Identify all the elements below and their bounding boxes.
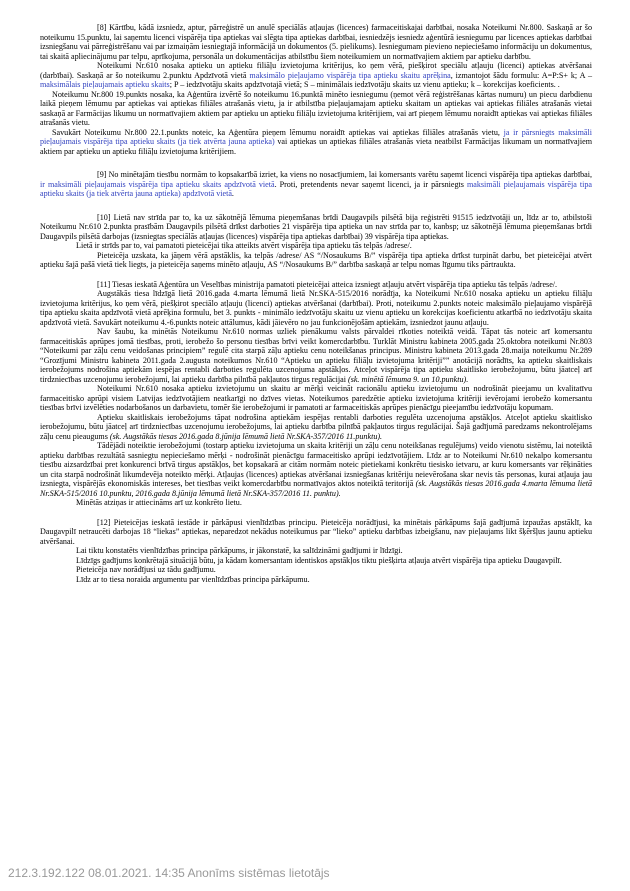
text-run: [10] Lietā nav strīda par to, ka uz sākotnējā lēmuma pieņemšanas brīdi Daugavpils pilsētā bija reģistrēti 91515 iedzīvotāji un, līdz ar to, atbilstoši Noteikumu Nr.610 2.punkta prasībām Daugavpils pilsētā drīkst darboties 21 vispārēja tipa aptieka un nav strīda par to, kanbsp; uz sākotnējā lēmuma pieņemšanas brīdi Daugavpils pilsētā darbojas (izsniegtas speciālās atļaujas (licences) vispārēja tipa aptiekas darbībai) 39 vispārēja tipa aptiekas. [40, 212, 592, 241]
paragraph [40, 518, 592, 547]
text-run: Noteikumi Nr.610 nosaka aptieku izvietojumu un skaitu ar mērķi veicināt racionālu aptieku izvietojumu un nodrošināt pieejamu un kvalitatīvu farmaceitisko aprūpi visiem Latvijas iedzīvotājiem neatkarīgi no dzīves vietas. Noteikumos paredzētie aptieku izvietojuma kritēriji ievērojami ierobežo komersantu tiesības brīvi izvēlēties nodarbošanos un darbavietu, tomēr šie ierobežojumi ir pamatoti ar farmaceitiskās aprūpes pienācīgu pieejamību iedzīvotāju kopumam. [40, 384, 592, 412]
paragraph [40, 61, 592, 90]
paragraph [40, 546, 592, 556]
highlighted-text: ir maksimāli pieļaujamais vispārēja tipa aptieku skaits apdzīvotā vietā [40, 179, 275, 189]
footer-user-info: 212.3.192.122 08.01.2021. 14:35 Anonīms sistēmas lietotājs [8, 866, 330, 880]
text-run: [11] Tiesas ieskatā Aģentūra un Veselības ministrija pamatoti pieteicējai atteica izsniegt atļauju atvērt vispārēja tipa aptieku tās telpās /adrese/. [97, 279, 558, 289]
text-run: Lai tiktu konstatēts vienlīdzības principa pārkāpums, ir jākonstatē, ka salīdzināmi gadījumi ir līdzīgi. [76, 546, 403, 555]
text-run: Noteikumu Nr.800 19.punkts nosaka, ka Aģentūra izvērtē šo noteikumu 16.punktā minēto iesniegumu (ņemot vērā reģistrēšanas kārtas numuru) un piecu darbdienu laikā pieņem lēmumu par aptiekas vai aptiekas filiāles atrašanās vietu, ja ir atbilstība pieļaujamajam aptieku skaitam un aptiekas vai aptiekas filiāles atrašanās vietai saskaņā ar Farmācijas likumu un normatīvajiem aktiem par aptieku un aptieku filiāļu izvietojuma kritērijiem, vai arī pieņem lēmumu noraidīt aptiekas vai aptiekas filiāles atrašanās vietu. [40, 89, 592, 127]
paragraph [40, 565, 592, 575]
paragraph [40, 90, 592, 128]
paragraph [40, 498, 592, 508]
citation-italic: (sk. Augstākās tiesas 2016.gada 4.marta lēmuma lietā Nr.SKA-515/2016 10.punktu, 2016.gada 8.jūnija lēmumā lietā Nr.SKA-357/2016 11. punktu). [40, 479, 592, 498]
text-run: [9] No minētajām tiesību normām to kopsakarībā izriet, ka viens no nosacījumiem, lai komersants varētu saņemt licenci vispārēja tipa aptiekas darbībai, [97, 170, 592, 179]
paragraph [40, 170, 592, 199]
text-run: Nav šaubu, ka minētās Noteikumu Nr.610 normas uzliek pienākumu valsts pārvaldei rīkoties noteiktā veidā. Tāpat tās noteic arī komersantu farmaceitiskās aprūpes jomā tiesības, proti, ierobežo šo personu tiesības brīvi veikt komercdarbību. Turklāt Ministru kabineta 2005.gada 25.oktobra noteikumi Nr.803 “Noteikumi par zāļu cenu veidošanas principiem” regulē cita starpā zāļu aptieku cenu noteikšanas principus. Ministru kabineta 2013.gada 28.maija noteikumu Nr.289 “Grozījumi Ministru kabineta 2011.gada 2.augusta noteikumos Nr.610 “Aptieku un aptieku filiāļu izvietojuma kritēriji”” anotācijā norādīts, ka aptieku skaitliskais ierobežojums nodrošina aptiekām iespējas rentabli darboties regulēta uzcenojuma apstākļos. Atceļot vispārēja tipa aptieku skaitlisko ierobežojumu, būtu jāatceļ arī tirdzniecības uzcenojumu ierobežojumi, lai aptieku darbība pilnībā pakļautos tirgus regulācijai [40, 327, 592, 384]
text-run: , izmantojot šādu formulu: A=P:S+ k; A – [450, 70, 592, 80]
text-run: Lietā ir strīds par to, vai pamatoti pieteicējai tika atteikts atvērt vispārēja tipa aptieku tās telpās /adrese/. [76, 241, 412, 250]
paragraph [40, 575, 592, 585]
paragraph [40, 441, 592, 498]
paragraph [40, 280, 592, 290]
text-run: . [231, 189, 234, 198]
text-run: . Proti, pretendents nevar saņemt licenci, ja ir pārsniegts [274, 179, 467, 189]
text-run: [8] Kārtību, kādā izsniedz, aptur, pārreģistrē un anulē speciālās atļaujas (licences) farmaceitiskajai darbībai, nosaka Noteikumi Nr.800. Saskaņā ar šo noteikumu 15.punktu, lai saņemtu licenci vispārēja tipa aptiekas vai slēgta tipa aptiekas darbībai, iesniedzējs iesniedz aģentūrā iesniegumu par licences aptiekas darbībai izsniegšanu vai pārreģistrēšanu vai par izmaiņām iesniegtajā informācijā un dokumentos (5. pielikums). Iesniegumam pievieno nepieciešamo informāciju un dokumentus, tai skaitā apliecinājumu par telpu, aprīkojuma, personāla un dokumentācijas atbilstību šiem noteikumiem un normatīvajiem aktiem par aptieku darbību. [40, 23, 592, 61]
text-run: Augstākās tiesa līdzīgā lietā 2016.gada 4.marta lēmumā lietā Nr.SKA-515/2016 norādīja, ka Noteikumi Nr.610 nosaka aptieku un aptieku filiāļu izvietojuma kritērijus, ko ņem vērā, piešķirot speciālo atļauju (licenci) aptiekas atvēršanai (darbībai). Proti, noteikumu 2.punkts noteic maksimālo pieļaujamo vispārējā tipa aptieku skaita apdzīvotā vietā aprēķina formulu, bet 3. punkts - minimālo iedzīvotāju skaitu uz vienu aptieku un korekcijas koeficientu atkarībā no iedzīvotāju skaita apdzīvotā vietā. Savukārt noteikumu 4.-6.punkts noteic attālumus, kādi jāievēro no jau funkcionējošām aptiekām, izsniedzot jaunu atļauju. [40, 289, 592, 327]
text-run: Minētās atziņas ir attiecināms arī uz konkrēto lietu. [76, 498, 242, 507]
text-run: Noteikumi Nr.610 nosaka aptieku un aptieku filiāļu izvietojuma kritērijus, ko ņem vērā, piešķirot speciālu atļauju (licenci) aptiekas atvēršanai (darbībai). Saskaņā ar šo noteikumu 2.punktu Apdzīvotā vietā [40, 61, 592, 80]
paragraph [40, 289, 592, 327]
text-run: Līdz ar to tiesa noraida argumentu par vienlīdzības principa pārkāpumu. [76, 574, 310, 584]
text-run: Tādējādi noteiktie ierobežojumi (tostarp aptieku izvietojuma un skaita kritēriji un zāļu cenu noteikšanas regulējums) veido vienotu sistēmu, lai noteiktā aptieku darbības rezultātā sasniegtu nepieciešamo mērķi - nodrošināt pienācīgu farmaceitisko aprūpi iedzīvotājiem. Līdz ar to Noteikumi Nr.610 nekalpo komersantu tiesību aizsardzībai pret konkurenci brīvā tirgus apstākļos, bet kopsakarā ar citām normām noteic pietiekami konkrētu tiesisko ietvaru, ar kuru komersants var rēķināties un cita starpā nodrošināt likumdevēja noteikto mērķi. Atļaujas (licences) aptiekas atvēršanai izsniegšanas kritēriju neievērošana skar nevis tās personas, kurai atļauja jau izsniegta, vispārējās ekonomiskās intereses, bet tiesības veikt komercdarbību normatīvajos aktos noteiktā teritorijā [40, 441, 592, 488]
highlighted-text: maksimālais pieļaujamais aptieku skaits [40, 80, 170, 89]
highlighted-text: maksimāli pieļaujamais vispārēja tipa aptieku skaits (ja tiek atvērta jauna aptieka) apdzīvotā vietā [40, 179, 593, 198]
paragraph [40, 128, 592, 157]
paragraph [40, 413, 592, 442]
paragraph [40, 23, 592, 61]
text-run: ; P – iedzīvotāju skaits apdzīvotajā vietā; S – minimālais iedzīvotāju skaits uz vienu aptieku; k – korekcijas koeficients. . [169, 80, 560, 89]
paragraph [40, 327, 592, 384]
document-body [40, 0, 592, 584]
paragraph [40, 251, 592, 270]
highlighted-text: ja ir pārsniegts maksimāli pieļaujamais vispārēja tipa aptieku skaits (ja tiek atvērta jauna aptieka) [40, 127, 592, 146]
text-run: Aptieku skaitliskais ierobežojums tāpat nodrošina aptiekām iespējas rentabli darboties regulēta uzcenojuma apstākļos. Atceļot aptieku skaitlisko ierobežojumu, būtu jāatceļ arī tirdzniecības uzcenojumu ierobežojums, lai aptieku darbība pilnībā pakļautos tirgus regulācijai. Šajā gadījumā paredzams nekontrolējams zāļu cenu pieaugums [40, 412, 592, 441]
text-run: Līdzīgs gadījums konkrētajā situācijā būtu, ja kādam komersantam identiskos apstākļos tiktu piešķirta atļauja atvērt vispārēja tipa aptieku Daugavpilī. [76, 555, 562, 565]
text-run: vai aptiekas un aptiekas filiāles atrašanās vieta neatbilst Farmācijas likumam un normatīvajiem aktiem par aptieku un aptieku filiāļu izvietojuma kritērijiem. [40, 137, 592, 156]
citation-italic: (sk. minētā lēmuma 9. un 10.punktu). [348, 374, 469, 384]
text-run: Savukārt Noteikumu Nr.800 22.1.punkts noteic, ka Aģentūra pieņem lēmumu noraidīt aptiekas vai aptiekas filiāles atrašanās vietu, [52, 127, 504, 137]
highlighted-text: maksimālo pieļaujamo vispārēja tipa aptieku skaitu aprēķina [249, 70, 451, 80]
paragraph [40, 556, 592, 566]
text-run: [12] Pieteicējas ieskatā iestāde ir pārkāpusi vienlīdzības principu. Pieteicēja norādījusi, ka minētais pārkāpums šajā gadījumā izpaužas apstāklī, ka Daugavpilī netraucēti darbojas 18 “liekas” aptiekas, neparedzot nekādus noteikumus par “lieko” aptieku darbības izbeigšanu, nav pieļaujams likt šķēršļus jaunu aptieku atvēršanai. [40, 517, 592, 546]
text-run: Pieteicēja nav norādījusi uz tādu gadījumu. [76, 565, 216, 574]
text-run: Pieteicēja uzskata, ka jāņem vērā apstāklis, ka telpās /adrese/ AS “/Nosaukums B/” vispārēja tipa aptieka drīkst turpināt darbu, bet pieteicējai atvērt aptieku šajā pašā vietā tiek liegts, ja pieteicēja saņems minēto atļauju, AS “/Nosaukums B/” darbība saskaņā ar telpu nomas līgumu tiks pārtraukta. [40, 250, 592, 269]
citation-italic: (sk. Augstākās tiesas 2016.gada 8.jūnija lēmumā lietā Nr.SKA-357/2016 11.punktu). [109, 431, 383, 441]
paragraph [40, 213, 592, 242]
paragraph [40, 384, 592, 413]
paragraph [40, 241, 592, 251]
